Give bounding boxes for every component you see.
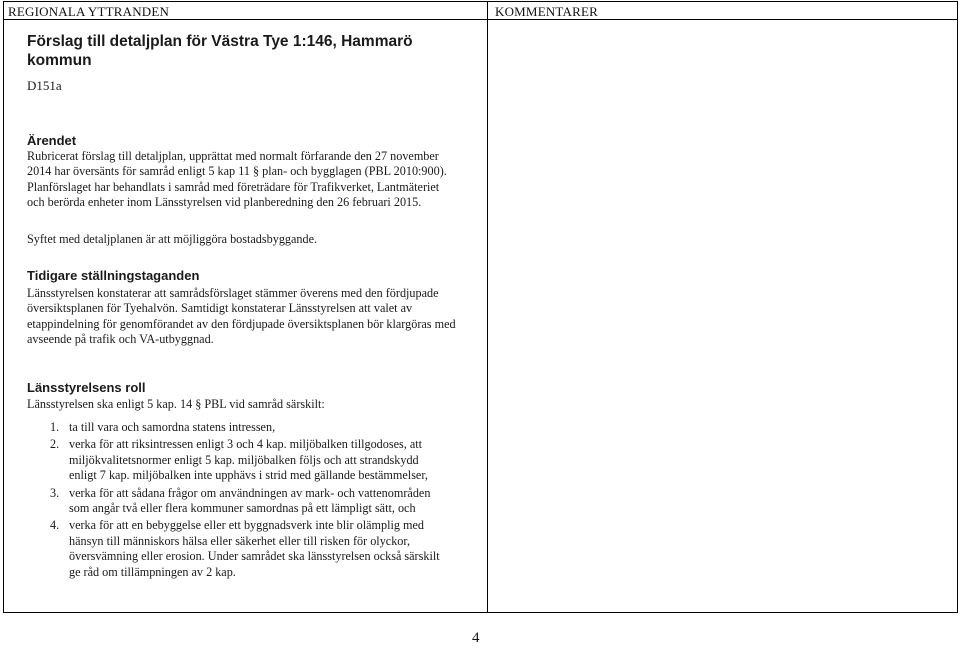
list-item-text: verka för att sådana frågor om användningen av mark- och vattenområden som angår två eller flera kommuner samordnas på ett lämpligt sätt, och	[69, 485, 431, 516]
list-item	[27, 420, 447, 435]
column-header-regional: REGIONALA YTTRANDEN	[8, 4, 170, 19]
list-item	[27, 437, 447, 483]
list-item-text: verka för att en bebyggelse eller ett byggnadsverk inte blir olämplig med hänsyn till människors hälsa eller säkerhet eller till risken för olyckor, översvämning eller erosion. Under samrådet ska länsstyrelsen också särskilt ge råd om tillämpningen av 2 kap.	[69, 518, 440, 579]
list-item-text: ta till vara och samordna statens intressen,	[69, 420, 276, 434]
comments-table	[3, 1, 958, 613]
section-heading: Länsstyrelsens roll	[27, 380, 146, 395]
section-tidigare	[27, 268, 457, 348]
section-roll	[27, 380, 325, 412]
list-item	[27, 518, 447, 580]
document-id: D151a	[27, 78, 62, 93]
list-item-number: 1.	[50, 420, 60, 434]
document-title: Förslag till detaljplan för Västra Tye 1:146, Hammarö kommun	[27, 33, 413, 69]
section-intro: Länsstyrelsen ska enligt 5 kap. 14 § PBL vid samråd särskilt:	[27, 397, 325, 411]
section-heading: Ärendet	[27, 133, 77, 148]
scanned-statement	[27, 32, 457, 579]
list-item-number: 3.	[50, 485, 60, 500]
list-item-number: 4.	[50, 518, 60, 533]
list-item-text: verka för att riksintressen enligt 3 och 4 kap. miljöbalken tillgodoses, att miljökvalitetsnormer enligt 5 kap. miljöbalken följs och att strandskydd enligt 7 kap. miljöbalken inte upphävs i strid med gällande bestämmelser,	[69, 437, 428, 483]
purpose-text: Syftet med detaljplanen är att möjliggöra bostadsbyggande.	[27, 232, 318, 246]
section-arendet	[27, 133, 457, 211]
section-text: Rubricerat förslag till detaljplan, upprättat med normalt förfarande den 27 november 2014 har översänts för samråd enligt 5 kap 11 § plan- och bygglagen (PBL 2010:900). Planförslaget har behandlats i samråd med företrädare för Trafikverket, Lantmäteriet och berörda enheter inom Länsstyrelsen vid planberedning den 26 februari 2015.	[27, 149, 447, 210]
column-header-comments: KOMMENTARER	[495, 4, 598, 19]
page-number: 4	[472, 630, 480, 646]
section-text: Länsstyrelsen konstaterar att samrådsförslaget stämmer överens med den fördjupade översiktsplanen för Tyehalvön. Samtidigt konstaterar Länsstyrelsen att valet av etappindelning för genomförandet av den fördjupade översiktsplanen bör klargöras med avseende på trafik och VA-utbyggnad.	[27, 286, 456, 347]
duties-list	[27, 420, 447, 582]
list-item	[27, 486, 447, 517]
section-heading: Tidigare ställningstaganden	[27, 268, 200, 283]
list-item-number: 2.	[50, 437, 60, 452]
column-divider	[487, 2, 488, 612]
